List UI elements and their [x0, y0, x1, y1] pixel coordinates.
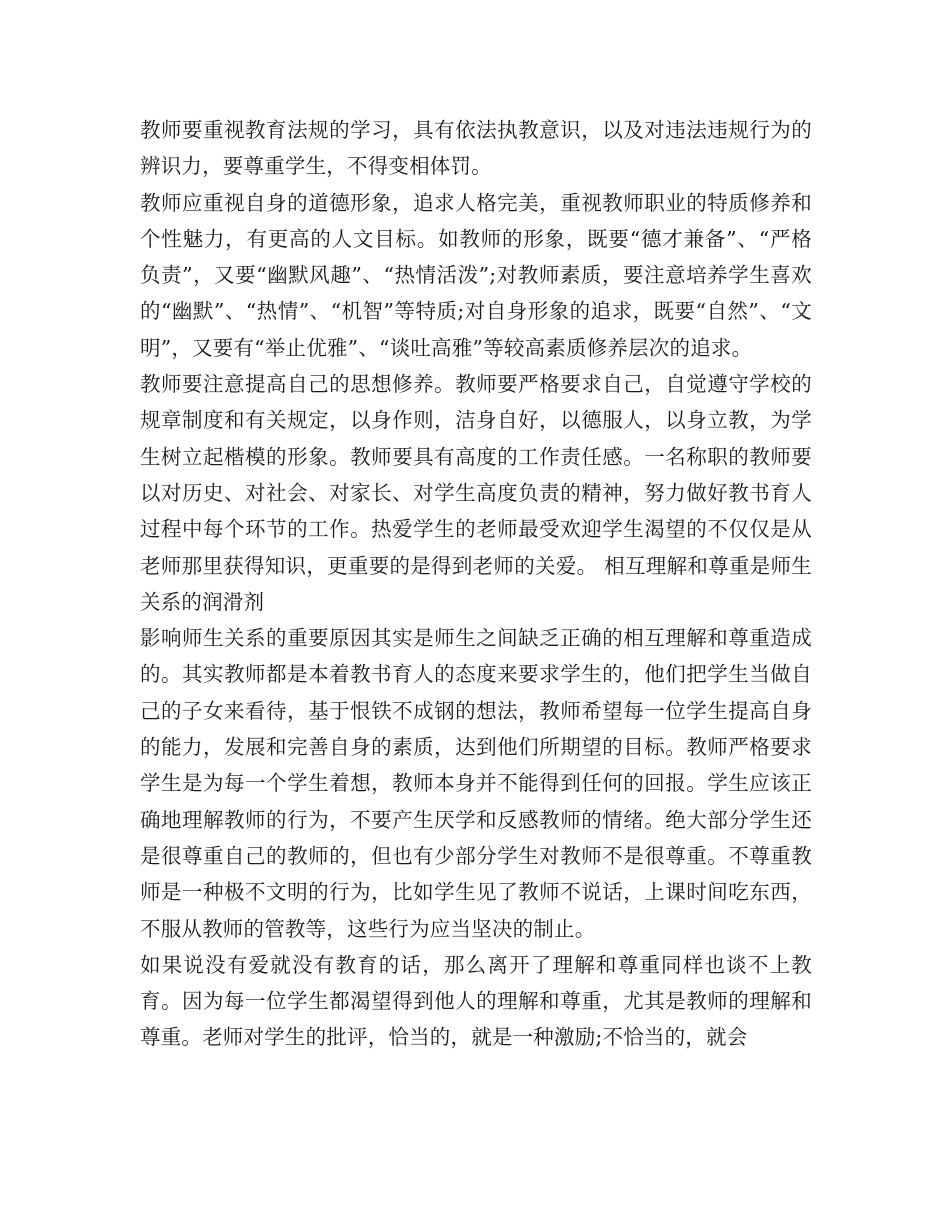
paragraph-ideological-cultivation: 教师要注意提高自己的思想修养。教师要严格要求自己，自觉遵守学校的规章制度和有关规定，以身作则，洁身自好，以德服人，以身立教，为学生树立起楷模的形象。教师要具有高度的工作责任感。一名称职的教师要以对历史、对社会、对家长、对学生高度负责的精神，努力做好教书育人过程中每个环节的工作。热爱学生的老师最受欢迎学生渴望的不仅仅是从老师那里获得知识，更重要的是得到老师的关爱。 相互理解和尊重是师生关系的润滑剂 [140, 372, 812, 614]
document-body [140, 112, 812, 1056]
paragraph-mutual-understanding: 影响师生关系的重要原因其实是师生之间缺乏正确的相互理解和尊重造成的。其实教师都是本着教书育人的态度来要求学生的，他们把学生当做自己的子女来看待，基于恨铁不成钢的想法，教师希望每一位学生提高自身的能力，发展和完善自身的素质，达到他们所期望的目标。教师严格要求学生是为每一个学生着想，教师本身并不能得到任何的回报。学生应该正确地理解教师的行为，不要产生厌学和反感教师的情绪。绝大部分学生还是很尊重自己的教师的，但也有少部分学生对教师不是很尊重。不尊重教师是一种极不文明的行为，比如学生见了教师不说话，上课时间吃东西，不服从教师的管教等，这些行为应当坚决的制止。 [140, 626, 812, 941]
paragraph-moral-image: 教师应重视自身的道德形象，追求人格完美，重视教师职业的特质修养和个性魅力，有更高的人文目标。如教师的形象，既要“德才兼备”、“严格负责”，又要“幽默风趣”、“热情活泼”;对教师素质，要注意培养学生喜欢的“幽默”、“热情”、“机智”等特质;对自身形象的追求，既要“自然”、“文明”，又要有“举止优雅”、“谈吐高雅”等较高素质修养层次的追求。 [140, 190, 812, 360]
paragraph-love-and-respect: 如果说没有爱就没有教育的话，那么离开了理解和尊重同样也谈不上教育。因为每一位学生都渴望得到他人的理解和尊重，尤其是教师的理解和尊重。老师对学生的批评，恰当的，就是一种激励;不恰当的，就会 [140, 952, 812, 1050]
paragraph-law-awareness: 教师要重视教育法规的学习，具有依法执教意识，以及对违法违规行为的辨识力，要尊重学生，不得变相体罚。 [140, 118, 812, 179]
